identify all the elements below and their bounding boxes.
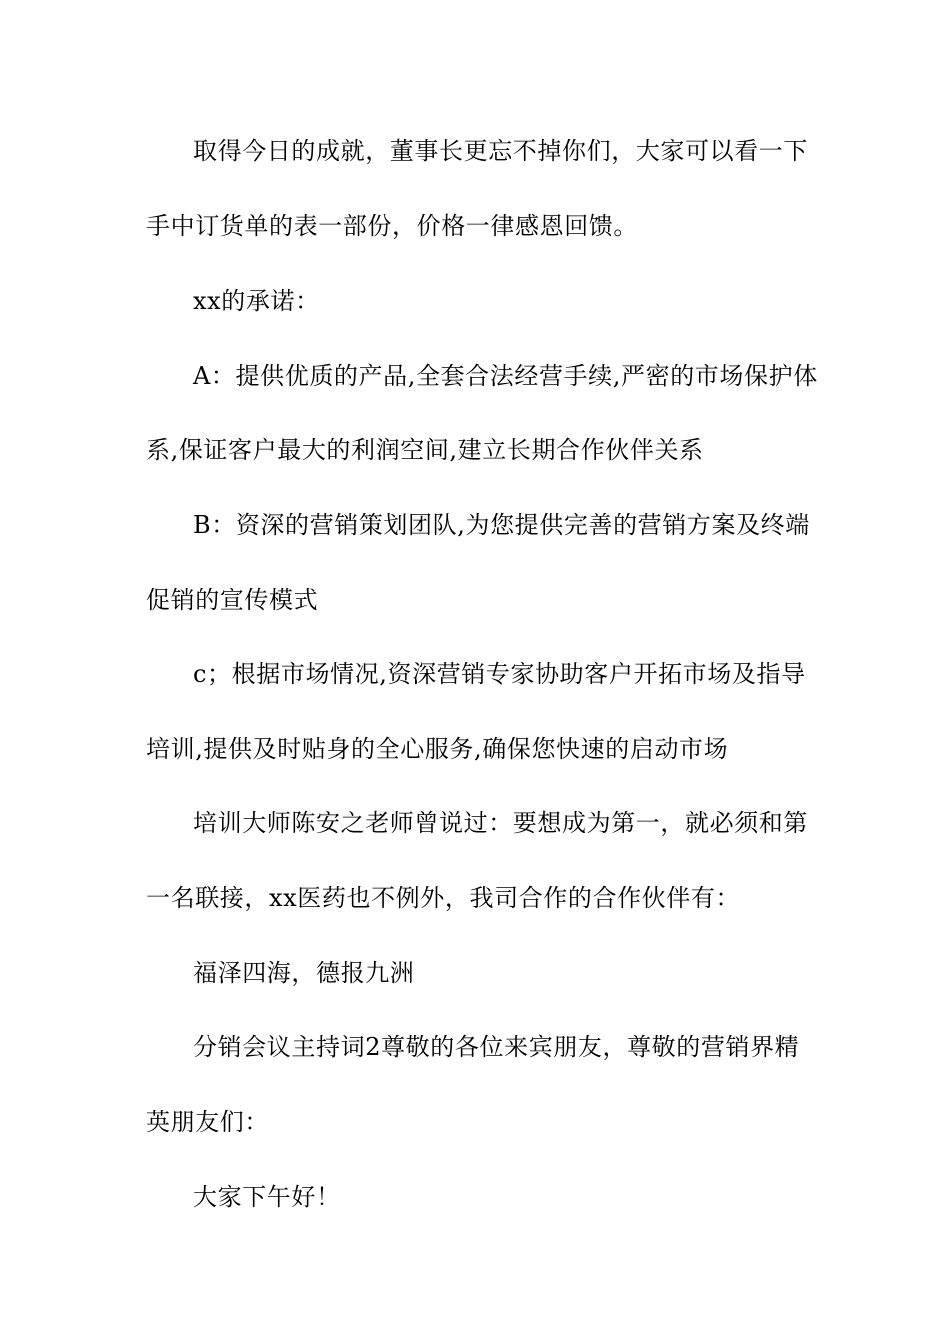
paragraph-line: xx的承诺： bbox=[193, 287, 320, 315]
paragraph-line: 福泽四海，德报九洲 bbox=[193, 959, 415, 987]
paragraph-line: 取得今日的成就，董事长更忘不掉你们，大家可以看一下 bbox=[193, 137, 808, 165]
paragraph-line: 系,保证客户最大的利润空间,建立长期合作伙伴关系 bbox=[146, 436, 704, 464]
paragraph-line: 培训大师陈安之老师曾说过：要想成为第一，就必须和第 bbox=[193, 809, 808, 837]
paragraph-line: 促销的宣传模式 bbox=[146, 586, 319, 614]
paragraph-line: 培训,提供及时贴身的全心服务,确保您快速的启动市场 bbox=[146, 735, 729, 763]
paragraph-line: 手中订货单的表一部份，价格一律感恩回馈。 bbox=[146, 212, 638, 240]
paragraph-line: 英朋友们： bbox=[146, 1108, 269, 1136]
paragraph-line: 一名联接，xx医药也不例外，我司合作的合作伙伴有： bbox=[146, 884, 741, 912]
paragraph-line: A：提供优质的产品,全套合法经营手续,严密的市场保护体 bbox=[193, 362, 818, 390]
paragraph-line: c；根据市场情况,资深营销专家协助客户开拓市场及指导 bbox=[193, 660, 806, 688]
paragraph-line: 大家下午好！ bbox=[193, 1183, 341, 1211]
paragraph-line: 分销会议主持词2尊敬的各位来宾朋友，尊敬的营销界精 bbox=[193, 1033, 800, 1061]
paragraph-line: B：资深的营销策划团队,为您提供完善的营销方案及终端 bbox=[193, 511, 810, 539]
